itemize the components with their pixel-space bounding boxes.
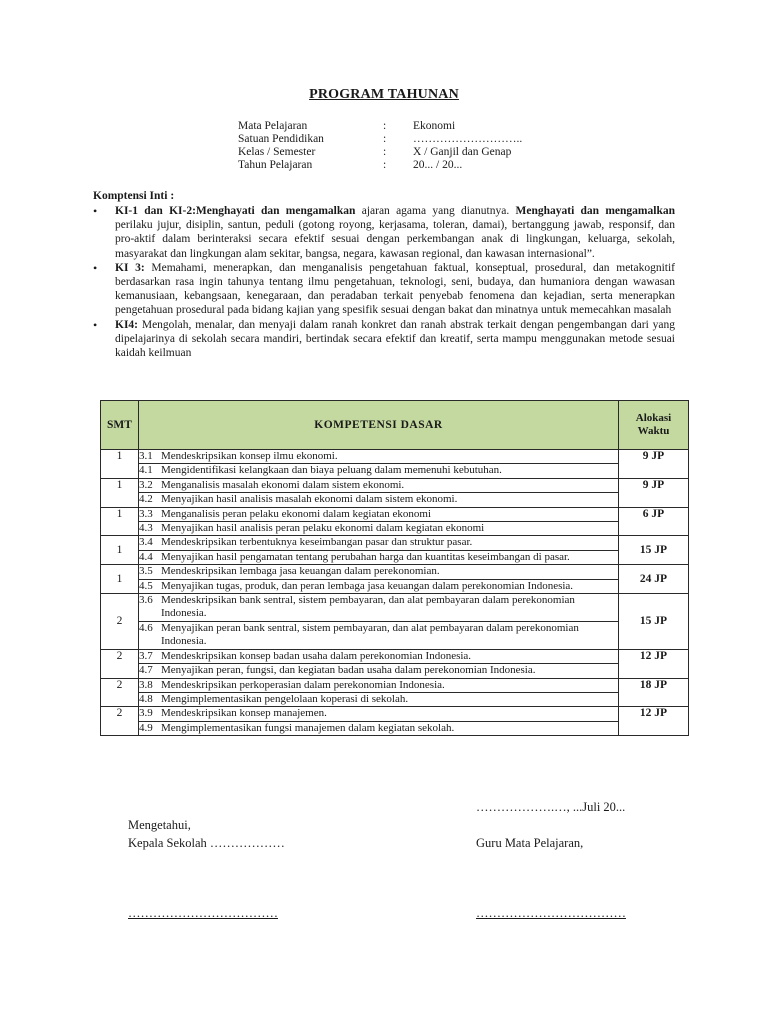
header-alokasi-line2: Waktu xyxy=(637,425,670,437)
ki-list xyxy=(93,204,675,360)
table-row xyxy=(101,536,689,550)
kd-number: 4.5 xyxy=(139,579,153,592)
header-smt: SMT xyxy=(101,401,139,450)
smt-cell: 2 xyxy=(101,594,139,650)
header-kompetensi-dasar: KOMPETENSI DASAR xyxy=(139,401,619,450)
meta-info xyxy=(238,120,522,172)
kd-text: Menyajikan hasil analisis masalah ekonomi dalam sistem ekonomi. xyxy=(161,493,458,506)
kd-text: Mengimplementasikan pengelolaan koperasi di sekolah. xyxy=(161,692,409,705)
kd-number: 3.7 xyxy=(139,649,153,662)
kd-number: 3.5 xyxy=(139,565,153,578)
ki-bold: KI4: xyxy=(115,318,138,331)
meta-colon: : xyxy=(383,159,387,171)
table-row xyxy=(101,450,689,464)
kd-text: Mendeskripsikan konsep ilmu ekonomi. xyxy=(161,450,338,462)
meta-label: Kelas / Semester xyxy=(238,146,316,158)
kd-number: 4.7 xyxy=(139,664,153,677)
kd-number: 4.2 xyxy=(139,493,153,506)
kd-number: 4.3 xyxy=(139,522,153,535)
ki-body: perilaku jujur, disiplin, santun, peduli (gotong royong, kerjasama, toleran, damai), bertanggung jawab, responsif, dan pro-aktif dalam berinteraksi secara efektif sesuai dengan perkembangan anak di lingkungan, keluarga, sekolah, masyarakat dan lingkungan alam sekitar, bangsa, negara, kawasan regional, dan kawasan internasional”. xyxy=(115,219,675,260)
kd-text: Mendeskripsikan bank sentral, sistem pembayaran, dan alat pembayaran dalam perekonomian Indonesia. xyxy=(161,594,575,620)
kd-cell xyxy=(139,579,619,593)
kd-cell xyxy=(139,550,619,564)
kd-cell xyxy=(139,664,619,678)
header-alokasi-waktu xyxy=(619,401,689,450)
table-row xyxy=(101,579,689,593)
jp-cell: 15 JP xyxy=(619,536,689,565)
ki-text xyxy=(115,261,675,318)
kd-cell xyxy=(139,536,619,550)
header-alokasi-line1: Alokasi xyxy=(635,412,672,424)
ki-item-3 xyxy=(93,261,675,318)
meta-row-year xyxy=(238,159,522,172)
kd-number: 4.1 xyxy=(139,464,153,477)
meta-value: Ekonomi xyxy=(413,120,456,132)
table-row xyxy=(101,507,689,521)
table-row xyxy=(101,721,689,735)
meta-label: Tahun Pelajaran xyxy=(238,159,313,171)
kd-cell xyxy=(139,594,619,622)
teacher-signature-line: ……………………………… xyxy=(476,906,626,920)
teacher-label: Guru Mata Pelajaran, xyxy=(476,836,584,850)
table-row xyxy=(101,664,689,678)
kd-text: Mendeskripsikan konsep manajemen. xyxy=(161,707,327,720)
kompetensi-dasar-table xyxy=(100,400,689,736)
jp-cell: 6 JP xyxy=(619,507,689,536)
meta-label: Mata Pelajaran xyxy=(238,120,308,132)
ki-bold: KI-1 dan KI-2:Menghayati dan mengamalkan xyxy=(115,205,356,217)
meta-value: ……………………….. xyxy=(413,133,523,145)
kd-text: Mendeskripsikan lembaga jasa keuangan dalam perekonomian. xyxy=(161,565,440,578)
jp-cell: 24 JP xyxy=(619,565,689,594)
table-row xyxy=(101,550,689,564)
bullet-icon: • xyxy=(93,260,98,275)
kd-cell xyxy=(139,507,619,521)
kd-number: 3.3 xyxy=(139,507,153,520)
meta-value: 20... / 20... xyxy=(413,159,463,171)
smt-cell: 2 xyxy=(101,707,139,736)
meta-row-school xyxy=(238,133,522,146)
kd-text: Mengidentifikasi kelangkaan dan biaya peluang dalam memenuhi kebutuhan. xyxy=(161,464,502,477)
jp-cell: 12 JP xyxy=(619,649,689,678)
table-row xyxy=(101,565,689,579)
meta-colon: : xyxy=(383,120,387,132)
smt-cell: 1 xyxy=(101,478,139,507)
ki-item-4 xyxy=(93,318,675,361)
ki-text xyxy=(115,318,675,361)
meta-label: Satuan Pendidikan xyxy=(238,133,324,145)
kd-cell xyxy=(139,522,619,536)
table-row xyxy=(101,678,689,692)
ki-body: Memahami, menerapkan, dan menganalisis pengetahuan faktual, konseptual, prosedural, dan metakognitif berdasarkan rasa ingin tahunya tentang ilmu pengetahuan, teknologi, seni, budaya, dan humaniora dengan wawasan kemanusiaan, kebangsaan, kenegaraan, dan peradaban terkait penyebab fenomena dan kejadian, serta menerapkan pengetahuan prosedural pada bidang kajian yang spesifik sesuai dengan bakat dan minatnya untuk memecahkan masalah xyxy=(115,261,676,317)
table-row xyxy=(101,493,689,507)
smt-cell: 1 xyxy=(101,507,139,536)
table-row xyxy=(101,621,689,649)
page-title: PROGRAM TAHUNAN xyxy=(309,87,459,102)
kd-cell xyxy=(139,678,619,692)
jp-cell: 12 JP xyxy=(619,707,689,736)
kd-cell xyxy=(139,565,619,579)
kd-cell xyxy=(139,493,619,507)
kd-number: 3.1 xyxy=(139,450,153,462)
kd-cell xyxy=(139,721,619,735)
ki-bold: KI 3: xyxy=(115,261,145,274)
bullet-icon: • xyxy=(93,317,98,332)
meta-value: X / Ganjil dan Genap xyxy=(413,146,512,158)
kd-number: 4.8 xyxy=(139,692,153,705)
kd-cell xyxy=(139,464,619,478)
kd-text: Menyajikan peran bank sentral, sistem pembayaran, dan alat pembayaran dalam perekonomian Indonesia. xyxy=(161,621,579,648)
jp-cell: 18 JP xyxy=(619,678,689,707)
table-row xyxy=(101,464,689,478)
signature-date: ……………….…, ...Juli 20... xyxy=(476,800,626,814)
kd-cell xyxy=(139,450,619,464)
meta-row-class xyxy=(238,146,522,159)
ki-text xyxy=(115,204,675,261)
ki-bold: Menghayati dan mengamalkan xyxy=(515,205,675,217)
smt-cell: 1 xyxy=(101,565,139,594)
table-row xyxy=(101,594,689,622)
table-header-row xyxy=(101,401,689,450)
principal-signature-line: ……………………………… xyxy=(128,906,278,920)
ki-heading: Komptensi Inti : xyxy=(93,190,175,202)
kd-text: Menyajikan hasil analisis peran pelaku ekonomi dalam kegiatan ekonomi xyxy=(161,522,485,535)
kd-number: 3.4 xyxy=(139,536,153,549)
table-row xyxy=(101,649,689,663)
kd-cell xyxy=(139,707,619,721)
kd-number: 3.6 xyxy=(139,594,153,607)
smt-cell: 1 xyxy=(101,450,139,479)
table-row xyxy=(101,692,689,706)
table-row xyxy=(101,707,689,721)
kd-text: Menyajikan tugas, produk, dan peran lembaga jasa keuangan dalam perekonomian Indonesia. xyxy=(161,579,574,592)
kd-text: Menyajikan hasil pengamatan tentang perubahan harga dan kuantitas keseimbangan di pasar. xyxy=(161,550,570,563)
kd-cell xyxy=(139,692,619,706)
kd-number: 3.8 xyxy=(139,678,153,691)
jp-cell: 9 JP xyxy=(619,450,689,479)
acknowledged-label: Mengetahui, xyxy=(128,818,191,832)
kd-text: Menganalisis masalah ekonomi dalam sistem ekonomi. xyxy=(161,478,405,491)
meta-colon: : xyxy=(383,146,387,158)
ki-body: Mengolah, menalar, dan menyaji dalam ranah konkret dan ranah abstrak terkait dengan pengembangan dari yang dipelajarinya di sekolah secara mandiri, bertindak secara efektif dan kreatif, serta mampu menggunakan metode sesuai kaidah keilmuan xyxy=(115,318,675,360)
meta-colon: : xyxy=(383,133,387,145)
table-row xyxy=(101,478,689,492)
kd-text: Mendeskripsikan terbentuknya keseimbangan pasar dan struktur pasar. xyxy=(161,536,473,549)
principal-label: Kepala Sekolah ……………… xyxy=(128,836,285,850)
table-row xyxy=(101,522,689,536)
kd-number: 4.9 xyxy=(139,721,153,734)
kd-cell xyxy=(139,478,619,492)
smt-cell: 2 xyxy=(101,678,139,707)
bullet-icon: • xyxy=(93,204,98,218)
ki-item-1-2 xyxy=(93,204,675,261)
kd-number: 4.4 xyxy=(139,550,153,563)
meta-row-subject xyxy=(238,120,522,133)
jp-cell: 15 JP xyxy=(619,594,689,650)
kd-text: Menganalisis peran pelaku ekonomi dalam kegiatan ekonomi xyxy=(161,507,432,520)
kd-cell xyxy=(139,649,619,663)
kd-cell xyxy=(139,621,619,649)
smt-cell: 1 xyxy=(101,536,139,565)
kd-text: Mengimplementasikan fungsi manajemen dalam kegiatan sekolah. xyxy=(161,721,455,734)
jp-cell: 9 JP xyxy=(619,478,689,507)
smt-cell: 2 xyxy=(101,649,139,678)
kd-text: Mendeskripsikan perkoperasian dalam perekonomian Indonesia. xyxy=(161,678,445,691)
kd-number: 4.6 xyxy=(139,621,153,634)
kd-text: Mendeskripsikan konsep badan usaha dalam perekonomian Indonesia. xyxy=(161,649,472,662)
kd-text: Menyajikan peran, fungsi, dan kegiatan badan usaha dalam perekonomian Indonesia. xyxy=(161,664,536,677)
ki-body: ajaran agama yang dianutnya. xyxy=(355,205,516,217)
kd-number: 3.9 xyxy=(139,707,153,720)
kd-number: 3.2 xyxy=(139,478,153,491)
